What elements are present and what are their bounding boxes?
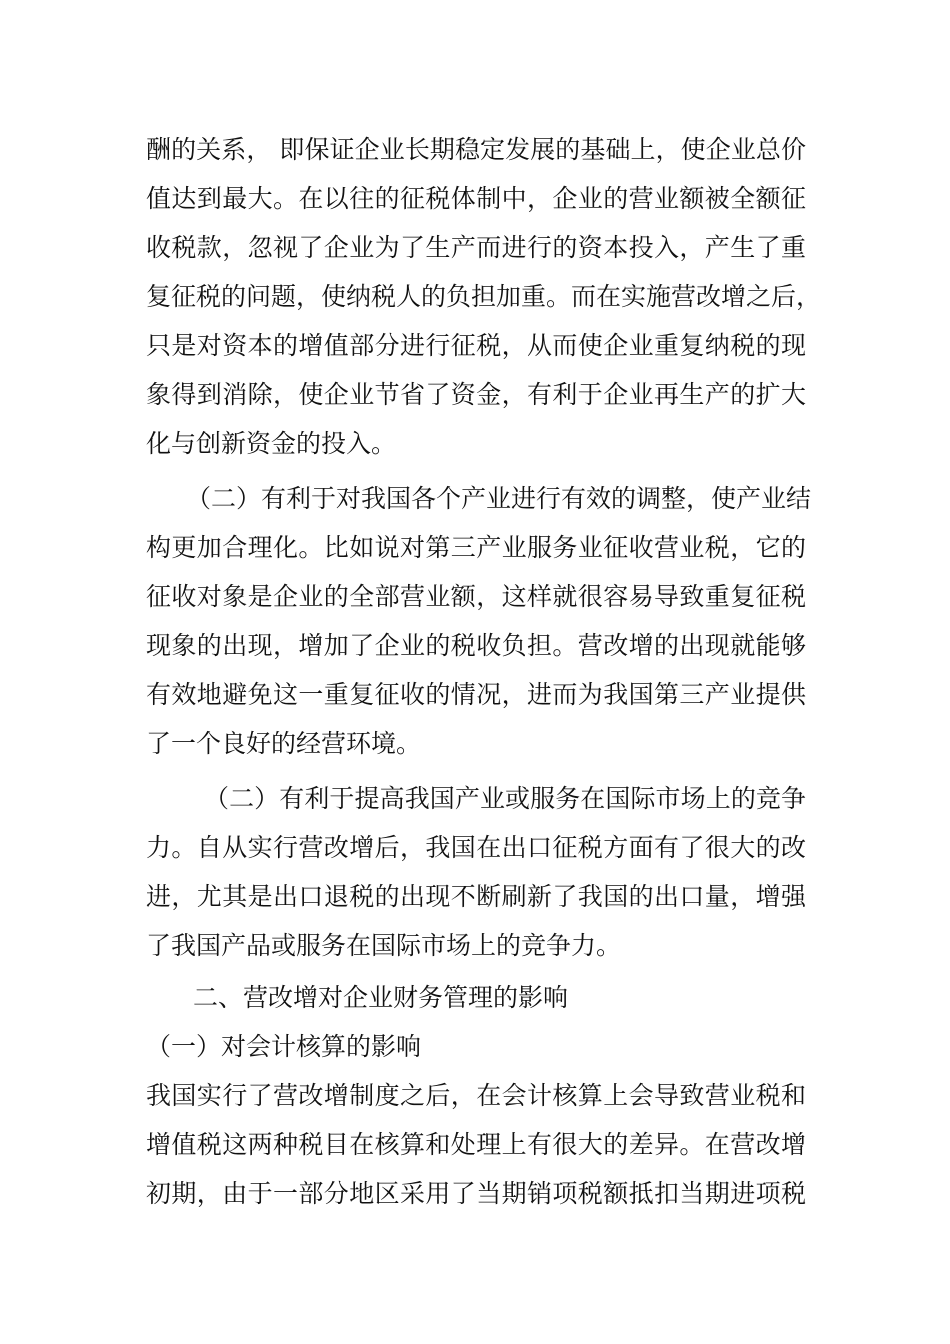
text-line: 收税款，忽视了企业为了生产而进行的资本投入，产生了重 (146, 233, 806, 262)
text-line: 增值税这两种税目在核算和处理上有很大的差异。在营改增 (146, 1130, 806, 1159)
text-line: 只是对资本的增值部分进行征税，从而使企业重复纳税的现 (146, 331, 806, 360)
text-line: 进，尤其是出口退税的出现不断刷新了我国的出口量，增强 (146, 882, 806, 911)
paragraph-heading-line: （二）有利于提高我国产业或服务在国际市场上的竞争 (204, 784, 806, 813)
text-line: 了我国产品或服务在国际市场上的竞争力。 (146, 931, 622, 960)
text-line: 化与创新资金的投入。 (146, 429, 397, 458)
text-line: 现象的出现，增加了企业的税收负担。营改增的出现就能够 (146, 631, 806, 660)
subsection-heading: （一）对会计核算的影响 (146, 1032, 422, 1061)
paragraph-heading-line: （二）有利于对我国各个产业进行有效的调整，使产业结 (186, 484, 812, 513)
text-line: 值达到最大。在以往的征税体制中，企业的营业额被全额征 (146, 184, 806, 213)
text-line: 构更加合理化。比如说对第三产业服务业征收营业税，它的 (146, 533, 806, 562)
text-line: 初期，由于一部分地区采用了当期销项税额抵扣当期进项税 (146, 1179, 806, 1208)
text-line: 我国实行了营改增制度之后，在会计核算上会导致营业税和 (146, 1081, 806, 1110)
text-line: 有效地避免这一重复征收的情况，进而为我国第三产业提供 (146, 680, 806, 709)
text-line: 力。自从实行营改增后，我国在出口征税方面有了很大的改 (146, 833, 806, 862)
text-line: 复征税的问题，使纳税人的负担加重。而在实施营改增之后， (146, 282, 822, 311)
text-line: 酬的关系， 即保证企业长期稳定发展的基础上，使企业总价 (146, 135, 806, 164)
section-heading: 二、营改增对企业财务管理的影响 (193, 983, 569, 1012)
text-line: 象得到消除，使企业节省了资金，有利于企业再生产的扩大 (146, 380, 806, 409)
text-line: 征收对象是企业的全部营业额，这样就很容易导致重复征税 (146, 582, 806, 611)
text-line: 了一个良好的经营环境。 (146, 729, 422, 758)
